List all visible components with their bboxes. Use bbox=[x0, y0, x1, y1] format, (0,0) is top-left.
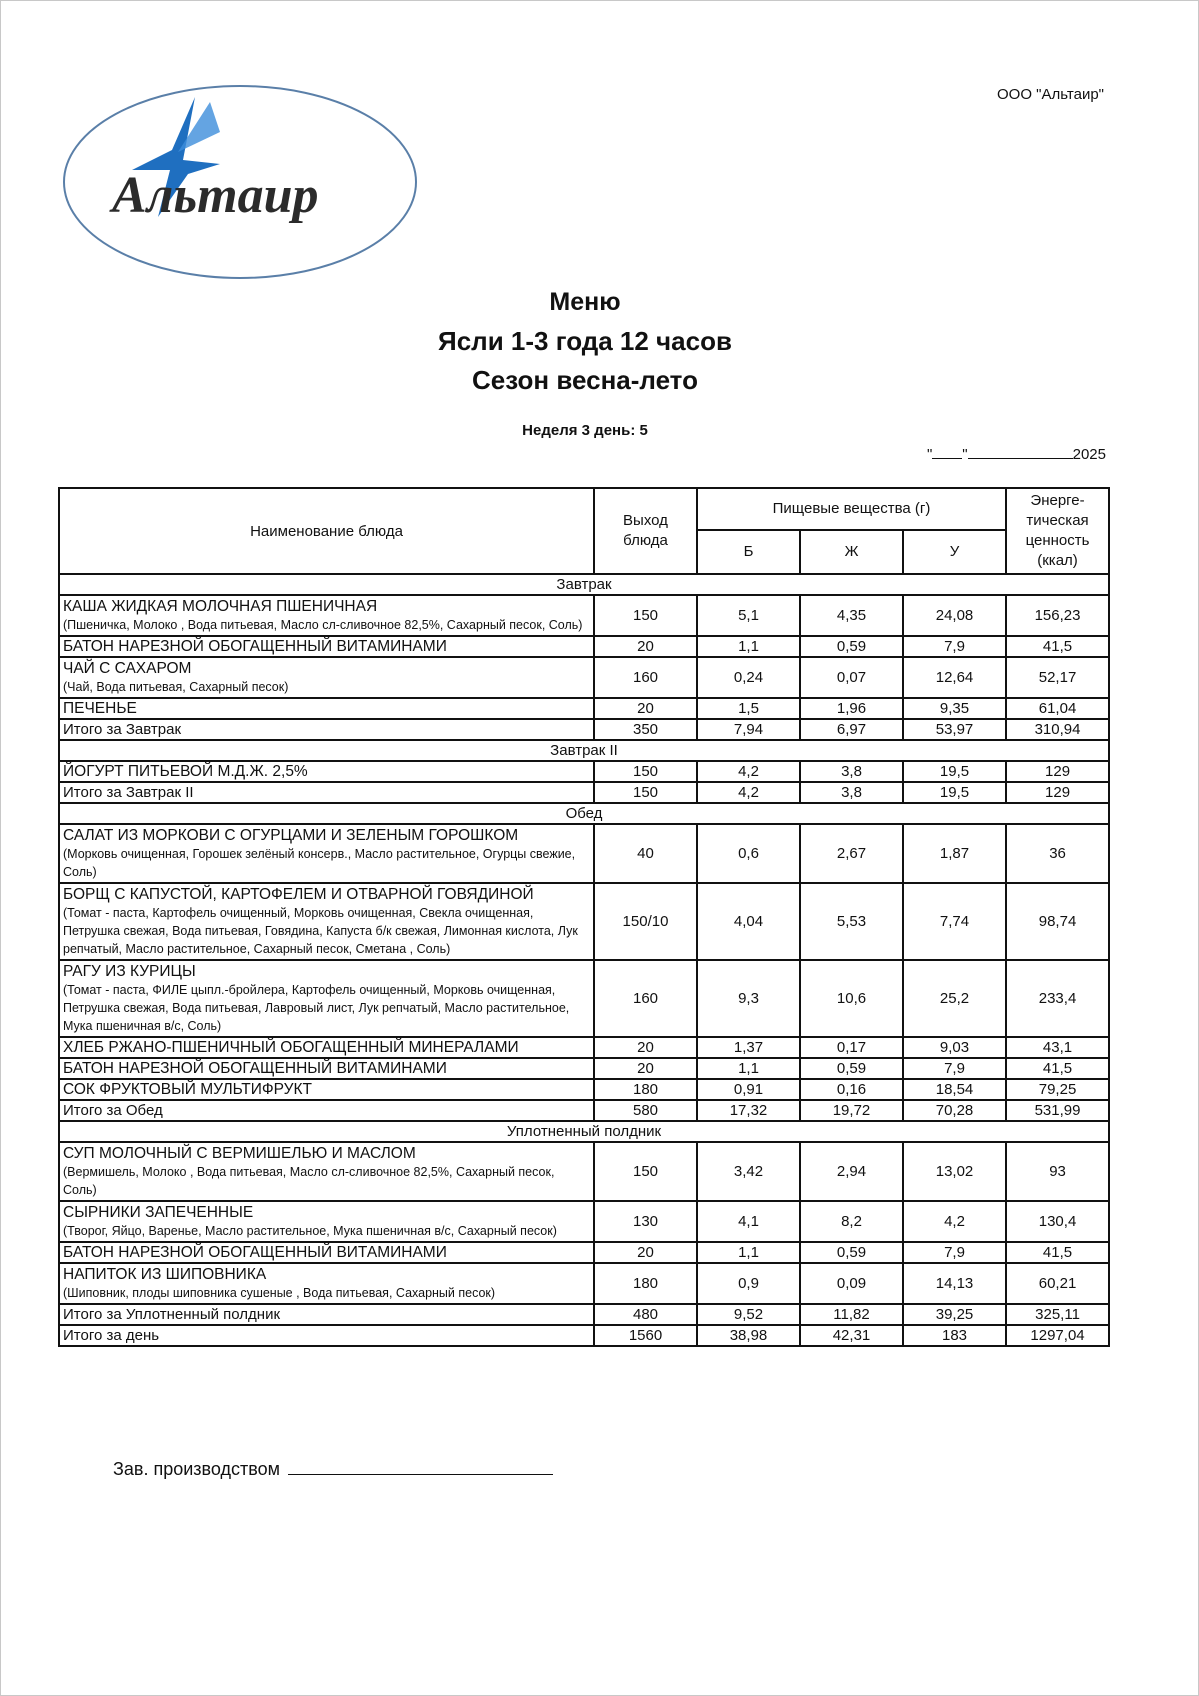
dish-zh: 0,09 bbox=[800, 1263, 903, 1304]
total-kcal: 129 bbox=[1006, 782, 1109, 803]
dish-name: БАТОН НАРЕЗНОЙ ОБОГАЩЕННЫЙ ВИТАМИНАМИ bbox=[63, 1060, 447, 1077]
dish-b: 4,2 bbox=[697, 761, 800, 782]
dish-cell bbox=[59, 595, 594, 636]
dish-cell bbox=[59, 698, 594, 719]
dish-b: 1,37 bbox=[697, 1037, 800, 1058]
total-label: Итого за Обед bbox=[59, 1100, 594, 1121]
logo-graphic bbox=[60, 82, 420, 282]
dish-name: СЫРНИКИ ЗАПЕЧЕННЫЕ bbox=[63, 1204, 254, 1221]
dish-b: 5,1 bbox=[697, 595, 800, 636]
dish-name: БОРЩ С КАПУСТОЙ, КАРТОФЕЛЕМ И ОТВАРНОЙ ГОВЯДИНОЙ bbox=[63, 886, 534, 903]
dish-u: 4,2 bbox=[903, 1201, 1006, 1242]
dish-kcal: 43,1 bbox=[1006, 1037, 1109, 1058]
total-yield: 480 bbox=[594, 1304, 697, 1325]
total-label: Итого за Уплотненный полдник bbox=[59, 1304, 594, 1325]
dish-zh: 10,6 bbox=[800, 960, 903, 1037]
dish-name: ЙОГУРТ ПИТЬЕВОЙ М.Д.Ж. 2,5% bbox=[63, 763, 308, 780]
dish-cell bbox=[59, 1242, 594, 1263]
dish-zh: 4,35 bbox=[800, 595, 903, 636]
dish-cell bbox=[59, 636, 594, 657]
dish-kcal: 233,4 bbox=[1006, 960, 1109, 1037]
page-subtitle: Ясли 1-3 года 12 часов bbox=[438, 326, 732, 356]
section-row bbox=[59, 803, 1109, 824]
dish-zh: 2,67 bbox=[800, 824, 903, 883]
total-u: 19,5 bbox=[903, 782, 1006, 803]
total-yield: 350 bbox=[594, 719, 697, 740]
table-row bbox=[59, 824, 1109, 883]
dish-u: 1,87 bbox=[903, 824, 1006, 883]
dish-yield: 150 bbox=[594, 1142, 697, 1201]
dish-yield: 150 bbox=[594, 595, 697, 636]
dish-u: 7,9 bbox=[903, 1242, 1006, 1263]
dish-yield: 150/10 bbox=[594, 883, 697, 960]
dish-u: 7,74 bbox=[903, 883, 1006, 960]
dish-zh: 5,53 bbox=[800, 883, 903, 960]
dish-ingredients: (Вермишель, Молоко , Вода питьевая, Масло сл-сливочное 82,5%, Сахарный песок, Соль) bbox=[63, 1165, 555, 1197]
dish-yield: 20 bbox=[594, 636, 697, 657]
col-header-b: Б bbox=[697, 530, 800, 574]
dish-cell bbox=[59, 960, 594, 1037]
day-total-label: Итого за день bbox=[59, 1325, 594, 1346]
dish-name: СУП МОЛОЧНЫЙ С ВЕРМИШЕЛЬЮ И МАСЛОМ bbox=[63, 1145, 416, 1162]
total-zh: 11,82 bbox=[800, 1304, 903, 1325]
day-total-row bbox=[59, 1325, 1109, 1346]
dish-name: ПЕЧЕНЬЕ bbox=[63, 700, 137, 717]
dish-cell bbox=[59, 1079, 594, 1100]
dish-u: 7,9 bbox=[903, 636, 1006, 657]
dish-kcal: 60,21 bbox=[1006, 1263, 1109, 1304]
dish-b: 0,6 bbox=[697, 824, 800, 883]
total-row bbox=[59, 1100, 1109, 1121]
dish-u: 12,64 bbox=[903, 657, 1006, 698]
table-row bbox=[59, 1079, 1109, 1100]
col-header-energy: Энерге-тическая ценность (ккал) bbox=[1006, 488, 1109, 574]
total-u: 53,97 bbox=[903, 719, 1006, 740]
date-year: 2025 bbox=[1072, 446, 1106, 463]
table-row bbox=[59, 657, 1109, 698]
total-u: 39,25 bbox=[903, 1304, 1006, 1325]
section-row bbox=[59, 1121, 1109, 1142]
table-row bbox=[59, 1263, 1109, 1304]
dish-name: КАША ЖИДКАЯ МОЛОЧНАЯ ПШЕНИЧНАЯ bbox=[63, 598, 378, 615]
table-row bbox=[59, 1037, 1109, 1058]
table-row bbox=[59, 1201, 1109, 1242]
dish-zh: 0,07 bbox=[800, 657, 903, 698]
dish-kcal: 93 bbox=[1006, 1142, 1109, 1201]
dish-b: 4,1 bbox=[697, 1201, 800, 1242]
menu-table bbox=[58, 487, 1110, 1347]
dish-zh: 0,59 bbox=[800, 1242, 903, 1263]
date-line bbox=[927, 444, 1106, 463]
dish-cell bbox=[59, 1142, 594, 1201]
logo-text: Альтаир bbox=[112, 167, 319, 224]
total-b: 9,52 bbox=[697, 1304, 800, 1325]
dish-kcal: 36 bbox=[1006, 824, 1109, 883]
dish-u: 13,02 bbox=[903, 1142, 1006, 1201]
table-header bbox=[59, 488, 1109, 574]
document-titles bbox=[0, 282, 1170, 399]
table-row bbox=[59, 883, 1109, 960]
dish-yield: 180 bbox=[594, 1079, 697, 1100]
dish-yield: 180 bbox=[594, 1263, 697, 1304]
dish-b: 1,1 bbox=[697, 636, 800, 657]
dish-cell bbox=[59, 1263, 594, 1304]
total-kcal: 325,11 bbox=[1006, 1304, 1109, 1325]
day-total-yield: 1560 bbox=[594, 1325, 697, 1346]
dish-u: 9,03 bbox=[903, 1037, 1006, 1058]
dish-kcal: 52,17 bbox=[1006, 657, 1109, 698]
total-label: Итого за Завтрак II bbox=[59, 782, 594, 803]
dish-cell bbox=[59, 1058, 594, 1079]
dish-zh: 3,8 bbox=[800, 761, 903, 782]
date-quote-close: " bbox=[962, 446, 968, 463]
signature-block bbox=[113, 1456, 553, 1480]
table-body bbox=[59, 574, 1109, 1346]
week-day: Неделя 3 день: 5 bbox=[522, 422, 648, 439]
dish-zh: 1,96 bbox=[800, 698, 903, 719]
dish-zh: 0,17 bbox=[800, 1037, 903, 1058]
dish-kcal: 41,5 bbox=[1006, 636, 1109, 657]
dish-zh: 0,59 bbox=[800, 1058, 903, 1079]
dish-name: САЛАТ ИЗ МОРКОВИ С ОГУРЦАМИ И ЗЕЛЕНЫМ ГОРОШКОМ bbox=[63, 827, 519, 844]
dish-yield: 160 bbox=[594, 657, 697, 698]
signature-label: Зав. производством bbox=[113, 1459, 280, 1479]
total-zh: 19,72 bbox=[800, 1100, 903, 1121]
dish-yield: 40 bbox=[594, 824, 697, 883]
dish-zh: 0,16 bbox=[800, 1079, 903, 1100]
section-row bbox=[59, 574, 1109, 595]
dish-yield: 20 bbox=[594, 1037, 697, 1058]
dish-cell bbox=[59, 1201, 594, 1242]
total-kcal: 531,99 bbox=[1006, 1100, 1109, 1121]
dish-yield: 130 bbox=[594, 1201, 697, 1242]
dish-ingredients: (Томат - паста, Картофель очищенный, Морковь очищенная, Свекла очищенная, Петрушка свежая, Вода питьевая, Говядина, Капуста б/к свежая, Лимонная кислота, Лук репчатый, Масло растительное, Сахарный песок, Сметана , Соль) bbox=[63, 906, 578, 956]
dish-b: 3,42 bbox=[697, 1142, 800, 1201]
total-label: Итого за Завтрак bbox=[59, 719, 594, 740]
day-total-b: 38,98 bbox=[697, 1325, 800, 1346]
table-row bbox=[59, 1242, 1109, 1263]
total-zh: 3,8 bbox=[800, 782, 903, 803]
dish-b: 1,1 bbox=[697, 1058, 800, 1079]
col-header-zh: Ж bbox=[800, 530, 903, 574]
dish-kcal: 41,5 bbox=[1006, 1242, 1109, 1263]
section-title: Обед bbox=[59, 803, 1109, 824]
section-title: Завтрак bbox=[59, 574, 1109, 595]
dish-yield: 20 bbox=[594, 1242, 697, 1263]
dish-name: НАПИТОК ИЗ ШИПОВНИКА bbox=[63, 1266, 267, 1283]
total-b: 4,2 bbox=[697, 782, 800, 803]
dish-u: 9,35 bbox=[903, 698, 1006, 719]
total-row bbox=[59, 782, 1109, 803]
section-title: Уплотненный полдник bbox=[59, 1121, 1109, 1142]
table-row bbox=[59, 1058, 1109, 1079]
dish-b: 0,91 bbox=[697, 1079, 800, 1100]
dish-name: ЧАЙ С САХАРОМ bbox=[63, 660, 192, 677]
dish-kcal: 130,4 bbox=[1006, 1201, 1109, 1242]
col-header-u: У bbox=[903, 530, 1006, 574]
dish-cell bbox=[59, 761, 594, 782]
dish-b: 4,04 bbox=[697, 883, 800, 960]
dish-name: БАТОН НАРЕЗНОЙ ОБОГАЩЕННЫЙ ВИТАМИНАМИ bbox=[63, 1244, 447, 1261]
day-total-kcal: 1297,04 bbox=[1006, 1325, 1109, 1346]
dish-cell bbox=[59, 824, 594, 883]
dish-kcal: 41,5 bbox=[1006, 1058, 1109, 1079]
date-day-blank bbox=[932, 444, 962, 459]
signature-line bbox=[288, 1456, 553, 1475]
dish-name: СОК ФРУКТОВЫЙ МУЛЬТИФРУКТ bbox=[63, 1081, 313, 1098]
dish-zh: 2,94 bbox=[800, 1142, 903, 1201]
dish-u: 14,13 bbox=[903, 1263, 1006, 1304]
dish-kcal: 61,04 bbox=[1006, 698, 1109, 719]
dish-yield: 160 bbox=[594, 960, 697, 1037]
total-kcal: 310,94 bbox=[1006, 719, 1109, 740]
day-total-u: 183 bbox=[903, 1325, 1006, 1346]
dish-yield: 20 bbox=[594, 1058, 697, 1079]
dish-yield: 20 bbox=[594, 698, 697, 719]
page-title: Меню bbox=[549, 288, 621, 316]
dish-b: 9,3 bbox=[697, 960, 800, 1037]
col-header-yield: Выход блюда bbox=[594, 488, 697, 574]
dish-b: 0,24 bbox=[697, 657, 800, 698]
dish-yield: 150 bbox=[594, 761, 697, 782]
dish-ingredients: (Пшеничка, Молоко , Вода питьевая, Масло сл-сливочное 82,5%, Сахарный песок, Соль) bbox=[63, 618, 583, 632]
dish-zh: 0,59 bbox=[800, 636, 903, 657]
table-row bbox=[59, 595, 1109, 636]
dish-b: 0,9 bbox=[697, 1263, 800, 1304]
day-total-zh: 42,31 bbox=[800, 1325, 903, 1346]
dish-ingredients: (Шиповник, плоды шиповника сушеные , Вода питьевая, Сахарный песок) bbox=[63, 1286, 496, 1300]
dish-cell bbox=[59, 1037, 594, 1058]
table-row bbox=[59, 761, 1109, 782]
total-row bbox=[59, 1304, 1109, 1325]
total-yield: 580 bbox=[594, 1100, 697, 1121]
dish-cell bbox=[59, 883, 594, 960]
col-header-name: Наименование блюда bbox=[59, 488, 594, 574]
dish-u: 7,9 bbox=[903, 1058, 1006, 1079]
total-b: 17,32 bbox=[697, 1100, 800, 1121]
total-zh: 6,97 bbox=[800, 719, 903, 740]
dish-zh: 8,2 bbox=[800, 1201, 903, 1242]
dish-kcal: 98,74 bbox=[1006, 883, 1109, 960]
dish-u: 24,08 bbox=[903, 595, 1006, 636]
table-row bbox=[59, 698, 1109, 719]
company-name: ООО "Альтаир" bbox=[997, 86, 1104, 103]
total-yield: 150 bbox=[594, 782, 697, 803]
dish-b: 1,1 bbox=[697, 1242, 800, 1263]
dish-ingredients: (Творог, Яйцо, Варенье, Масло растительное, Мука пшеничная в/с, Сахарный песок) bbox=[63, 1224, 557, 1238]
total-b: 7,94 bbox=[697, 719, 800, 740]
dish-name: РАГУ ИЗ КУРИЦЫ bbox=[63, 963, 196, 980]
dish-ingredients: (Морковь очищенная, Горошек зелёный консерв., Масло растительное, Огурцы свежие, Соль) bbox=[63, 847, 576, 879]
table-row bbox=[59, 1142, 1109, 1201]
dish-name: ХЛЕБ РЖАНО-ПШЕНИЧНЫЙ ОБОГАЩЕННЫЙ МИНЕРАЛАМИ bbox=[63, 1039, 519, 1056]
total-u: 70,28 bbox=[903, 1100, 1006, 1121]
dish-kcal: 129 bbox=[1006, 761, 1109, 782]
date-month-blank bbox=[968, 444, 1073, 459]
dish-u: 19,5 bbox=[903, 761, 1006, 782]
dish-name: БАТОН НАРЕЗНОЙ ОБОГАЩЕННЫЙ ВИТАМИНАМИ bbox=[63, 638, 447, 655]
dish-kcal: 79,25 bbox=[1006, 1079, 1109, 1100]
dish-u: 18,54 bbox=[903, 1079, 1006, 1100]
section-row bbox=[59, 740, 1109, 761]
total-row bbox=[59, 719, 1109, 740]
dish-ingredients: (Томат - паста, ФИЛЕ цыпл.-бройлера, Картофель очищенный, Морковь очищенная, Петрушка свежая, Вода питьевая, Лавровый лист, Лук репчатый, Масло растительное, Мука пшеничная в/с, Соль) bbox=[63, 983, 570, 1033]
col-header-nutrients: Пищевые вещества (г) bbox=[697, 488, 1006, 530]
table-row bbox=[59, 960, 1109, 1037]
dish-ingredients: (Чай, Вода питьевая, Сахарный песок) bbox=[63, 680, 289, 694]
dish-b: 1,5 bbox=[697, 698, 800, 719]
dish-kcal: 156,23 bbox=[1006, 595, 1109, 636]
dish-u: 25,2 bbox=[903, 960, 1006, 1037]
section-title: Завтрак II bbox=[59, 740, 1109, 761]
season-title: Сезон весна-лето bbox=[472, 365, 698, 395]
date-quote-open: " bbox=[926, 446, 933, 463]
company-logo bbox=[60, 82, 420, 282]
dish-cell bbox=[59, 657, 594, 698]
table-row bbox=[59, 636, 1109, 657]
